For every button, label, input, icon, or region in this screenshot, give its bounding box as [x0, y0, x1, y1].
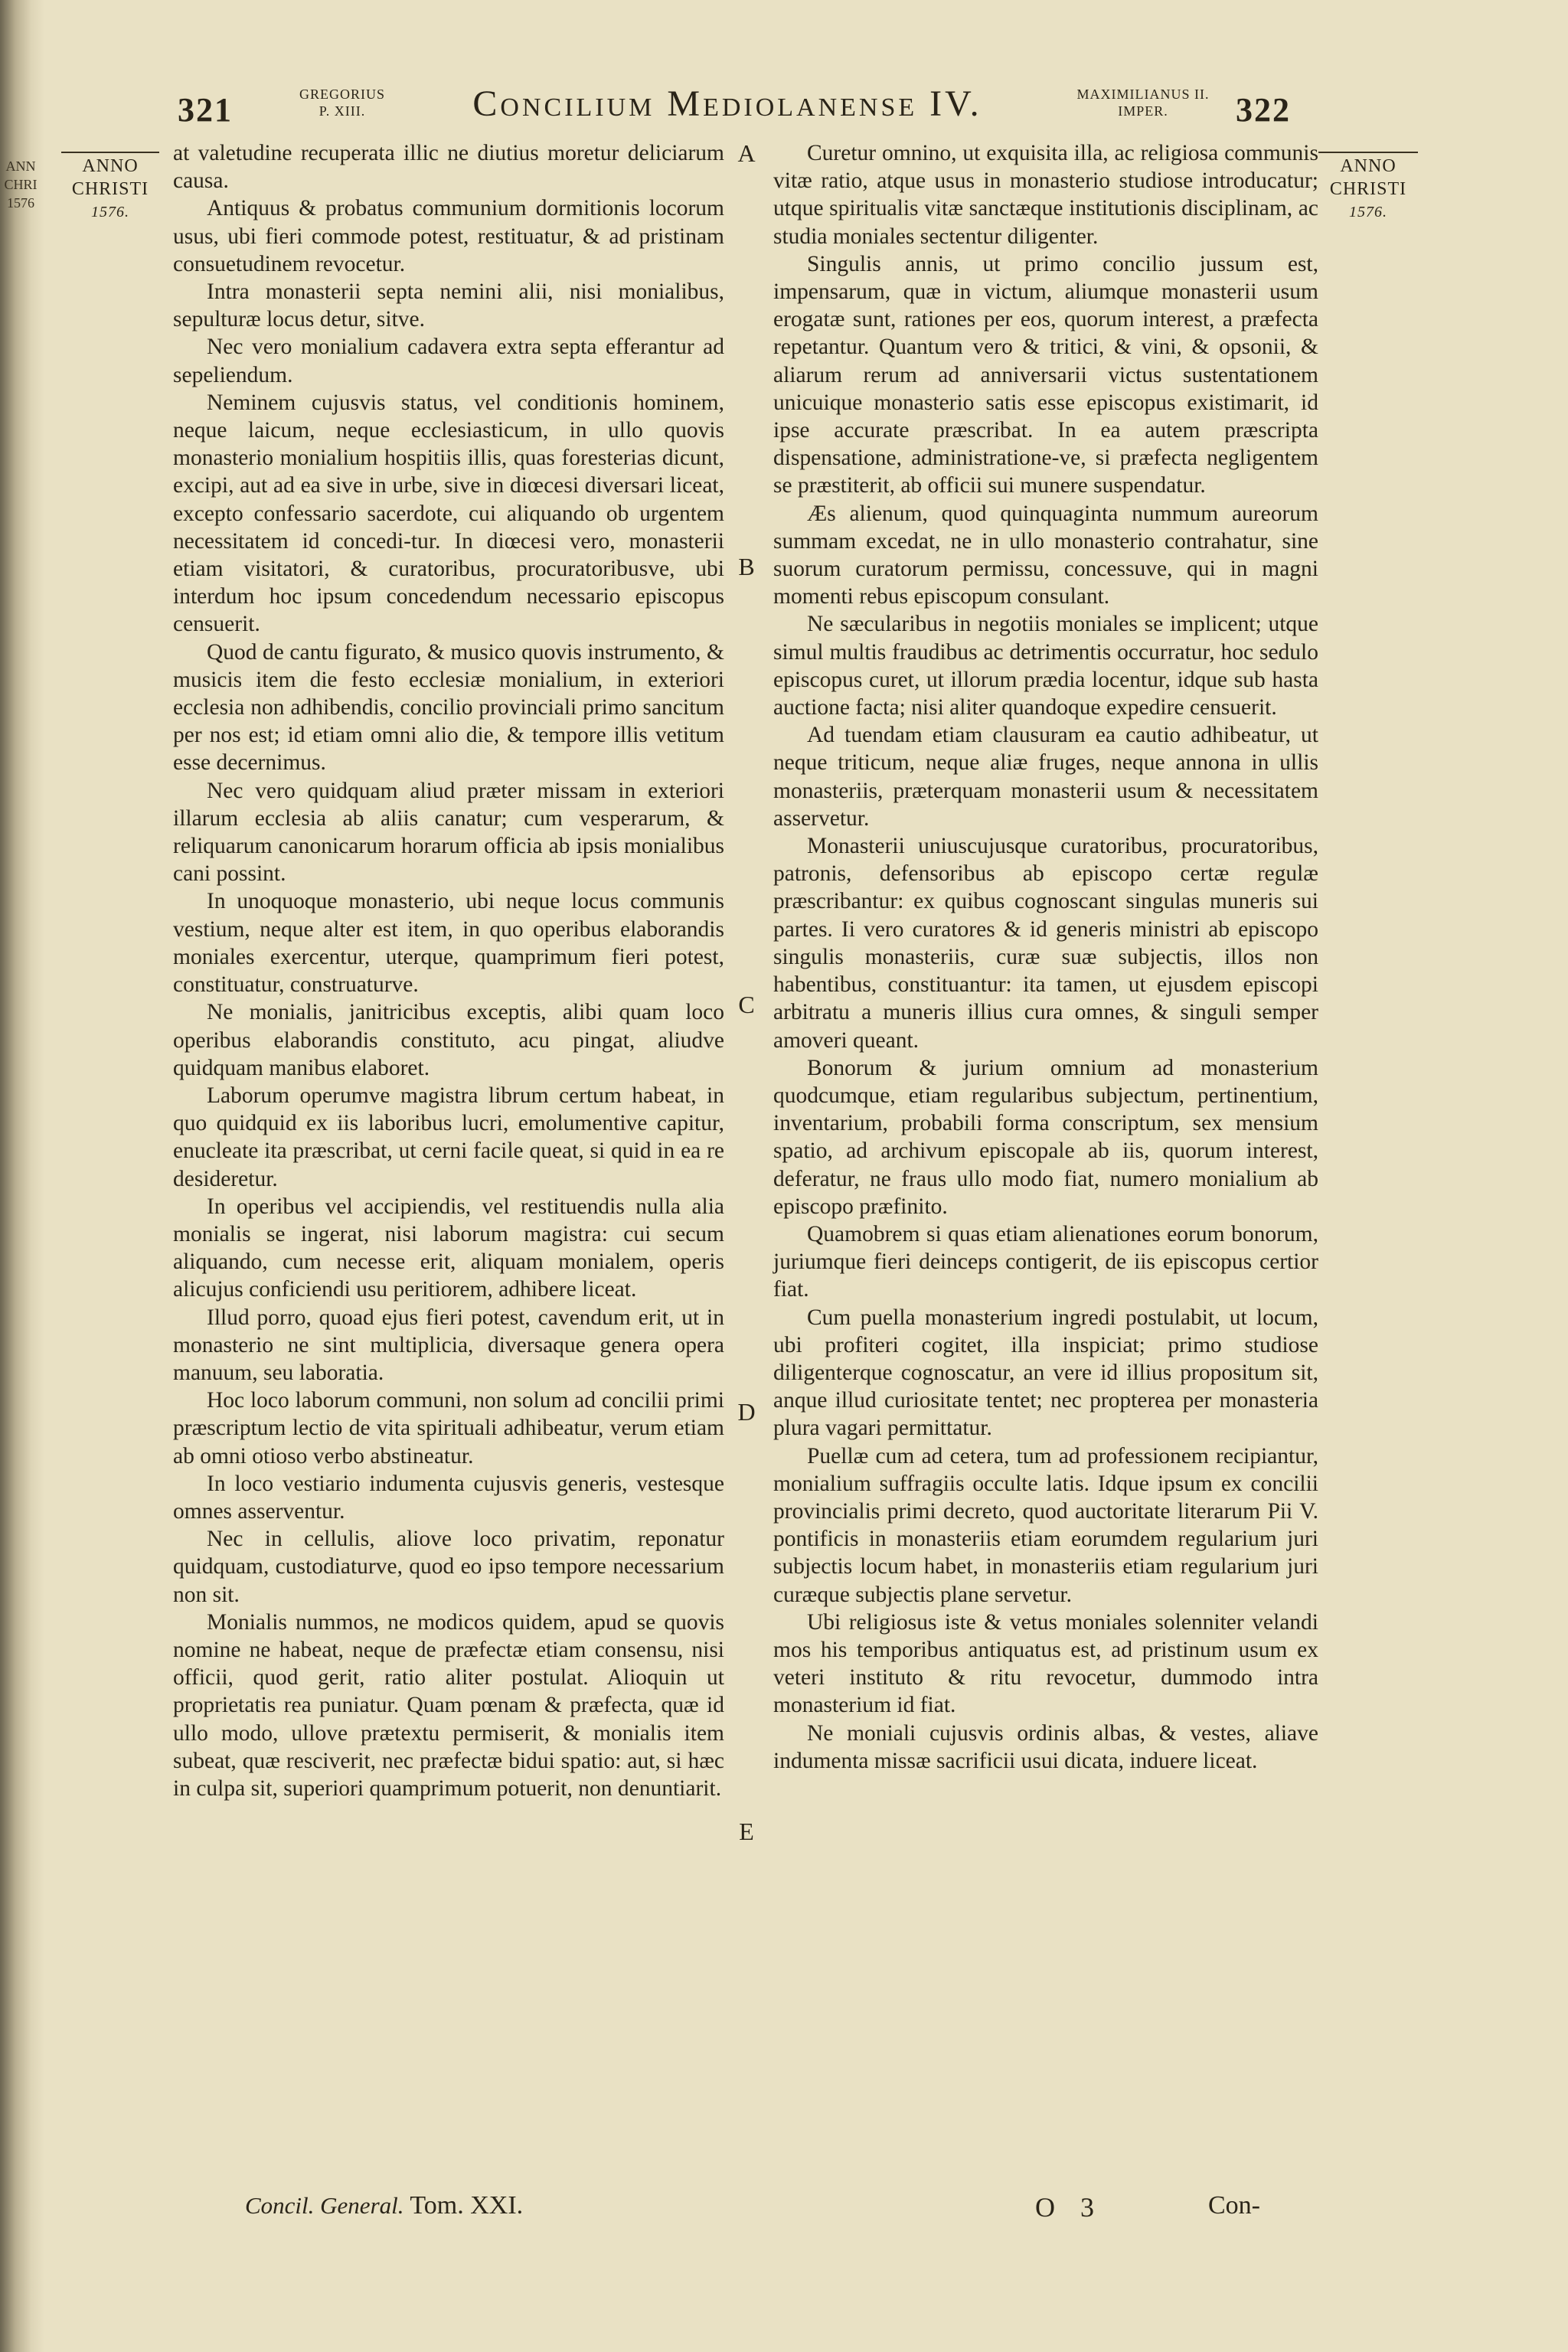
year-label: 1576. [1349, 204, 1387, 220]
paragraph: Bonorum & jurium omnium ad monasterium quodcumque, etiam regularibus subjectum, pertinentium, inventarium, probabili forma conscriptum, sex mensium spatio, ad archivum episcopale ab iis, quorum interest, deferatur, ne fraus ullo modo fiat, numero monialium ab episcopo præfinito. [773, 1055, 1318, 1219]
page-title: Concilium Mediolanense IV. [472, 83, 982, 124]
paragraph: Ubi religiosus iste & vetus moniales solenniter velandi mos his temporibus antiquatus est, ad pristinum usum ex veteri instituto & ritu revocetur, dummodo intra monasterium id fiat. [773, 1609, 1318, 1718]
right-page-number: 322 [1236, 91, 1291, 129]
left-margin-year-note [61, 152, 159, 224]
paragraph: Nec in cellulis, aliove loco privatim, reponatur quidquam, custodiaturve, quod eo ipso tempore necessarium non sit. [173, 1527, 724, 1607]
pope-sub: P. XIII. [318, 103, 366, 119]
paragraph: Antiquus & probatus communium dormitionis locorum usus, ubi fieri commode potest, restituatur, & ad pristinam consuetudinem revocetur. [173, 196, 724, 276]
christi-label: CHRISTI [1329, 179, 1407, 199]
paragraph: Ne sæcularibus in negotiis moniales se implicent; utque simul multis fraudibus ac detrimentis occurratur, hoc sedulo episcopus curet, ut illorum prædia locentur, idque sub hasta auctione facta; nisi aliter quandoque expedire censuerit. [773, 612, 1318, 720]
anno-label: ANNO [1340, 156, 1396, 176]
book-spine [0, 0, 44, 2352]
catchword: Con- [1208, 2191, 1260, 2220]
paragraph: In operibus vel accipiendis, vel restituendis nulla alia monialis se ingerat, nisi laborum magistra: cui secum aliquando, cum necesse erit, aliquam monialem, operis alicujus conficiendi usu peritiorem, adhibere liceat. [173, 1194, 724, 1302]
paragraph: Monialis nummos, ne modicos quidem, apud se quovis nomine ne habeat, neque de præfectæ etiam consensu, nisi officii, quod gerit, ratio aliter postulat. Alioquin ut proprietatis rea puniatur. Quam pœnam & præfecta, quæ id ullo modo, ullove prætextu permiserit, & monialis item subeat, quæ resciverit, nec præfectæ bidui spatio: aut, si hæc in culpa sit, superiori quamprimum potuerit, non denuntiarit. [173, 1609, 724, 1801]
paragraph: Nec vero monialium cadavera extra septa efferantur ad sepeliendum. [173, 335, 724, 387]
christi-label: CHRISTI [71, 179, 149, 199]
paragraph: Laborum operumve magistra librum certum habeat, in quo quidquid ex iis laboribus lucri, emolumentive capitur, enucleate ita præscribat, ut cerni facile queat, si quid in ea re desideretur. [173, 1083, 724, 1191]
volume-number: Tom. XXI. [410, 2191, 524, 2220]
volume-label: Concil. General. [245, 2192, 404, 2219]
left-text-column [173, 139, 724, 1802]
paragraph: at valetudine recuperata illic ne diutius moretur deliciarum causa. [173, 141, 724, 194]
printer-signature: O 3 [1035, 2192, 1103, 2223]
section-letter-a: A [737, 139, 756, 167]
paragraph: Æs alienum, quod quinquaginta nummum aureorum summam excedat, ne in ullo monasterio contrahatur, sine suorum curatorum permissu, concessuve, qui in magni momenti rebus episcopum consulant. [773, 501, 1318, 609]
paragraph: Singulis annis, ut primo concilio jussum est, impensarum, quæ in victum, aliumque monasterii usum erogatæ sunt, rationes per eos, quorum interest, a præfecta repetantur. Quantum vero & tritici, & vini, & opsonii, & aliarum rerum ad anniversarii victus sustentationem unicuique monasterio satis esse episcopus existimarit, id ipse accurate præscribat. In ea autem præscripta dispensatione, administratione-ve, si præfecta negligentem se præstiterit, ab officii sui munere suspendatur. [773, 251, 1318, 498]
pope-name: GREGORIUS [299, 87, 385, 102]
paragraph: Ne monialis, janitricibus exceptis, alibi quam loco operibus elaborandis constituto, acu pingat, aliudve quidquam manibus elaboret. [173, 1000, 724, 1080]
emperor-sub: IMPER. [1118, 103, 1168, 119]
right-margin-year-note [1318, 152, 1418, 224]
section-letters [731, 0, 762, 2352]
page-header [0, 0, 1568, 153]
paragraph: Ad tuendam etiam clausuram ea cautio adhibeatur, ut neque triticum, neque aliæ fruges, neque annona in ullis monasteriis, præterquam monasterii usum & necessitatem asservetur. [773, 723, 1318, 831]
paragraph: Cum puella monasterium ingredi postulabit, ut locum, ubi profiteri cogitet, illa inspiciat; primo studiose diligenterque cognoscatur, an vere id illius propositum sit, anque illud curiositate tentet; nec propterea per monasteria plura vagari permittatur. [773, 1305, 1318, 1441]
section-letter-d: D [737, 1398, 756, 1426]
year-label: 1576. [91, 204, 129, 220]
paragraph: Quod de cantu figurato, & musico quovis instrumento, & musicis item die festo ecclesiæ monialium, in exteriori ecclesia non adhibendis, concilio provinciali primo sancitum per nos est; id etiam omni alio die, & tempore illis vetitum esse decernimus. [173, 639, 724, 776]
paragraph: Monasterii uniuscujusque curatoribus, procuratoribus, patronis, defensoribus ab episcopo certæ regulæ præscribantur: ex quibus cognoscant singulas muneris sui partes. Ii vero curatores & id generis ministri ab episcopo singulis monasteriis, curæ suæ subjectis, illos non habentibus, constituantur: ita tamen, ut ejusdem episcopi arbitratu a muneris illius cura omnes, & singuli semper amoveri queant. [773, 834, 1318, 1053]
section-letter-c: C [738, 991, 755, 1018]
paragraph: Nec vero quidquam aliud præter missam in exteriori illarum ecclesia ab aliis canatur; cum vesperarum, & reliquarum canonicarum horarum officia ab ipsis monialibus cani possint. [173, 778, 724, 887]
paragraph: Intra monasterii septa nemini alii, nisi monialibus, sepulturæ locus detur, sitve. [173, 279, 724, 332]
left-running-head [285, 86, 400, 119]
volume-footer [245, 2191, 523, 2220]
paragraph: Hoc loco laborum communi, non solum ad concilii primi præscriptum lectio de vita spirituali adhibeatur, verum etiam ab omni otioso verbo abstineatur. [173, 1388, 724, 1468]
paragraph: Neminem cujusvis status, vel conditionis hominem, neque laicum, neque ecclesiasticum, in ullo quovis monasterio monialium hospitiis illis, quas foresterias dicunt, excipi, aut ad ea sive in urbe, sive in diœcesi diversari liceat, excepto confessario sacerdote, cui aliquando ob urgentem necessitatem id concedi-tur. In diœcesi vero, monasterii etiam visitatori, & curatoribus, procuratoribusve, ubi interdum hoc ipsum concedendum necessario episcopus censuerit. [173, 390, 724, 637]
paragraph: Puellæ cum ad cetera, tum ad professionem recipiantur, monialium suffragiis occulte latis. Idque ipsum ex concilii provincialis primi decreto, quod auctoritate literarum Pii V. pontificis in monasteriis etiam eorumdem regularium juri subjectis locum habet, in monasteriis etiam regularium juri curæque subjectis plane servetur. [773, 1443, 1318, 1607]
section-letter-b: B [738, 553, 755, 580]
paragraph: In loco vestiario indumenta cujusvis generis, vestesque omnes asserventur. [173, 1471, 724, 1524]
emperor-name: MAXIMILIANUS II. [1076, 87, 1210, 102]
paragraph: Quamobrem si quas etiam alienationes eorum bonorum, juriumque fieri deinceps contigerit, de iis episcopus certior fiat. [773, 1221, 1318, 1302]
paragraph: Illud porro, quoad ejus fieri potest, cavendum erit, ut in monasterio ne sint multiplicia, diversaque genera opera manuum, seu laboratia. [173, 1305, 724, 1385]
spine-margin-note: ANN CHRI 1576 [4, 158, 38, 211]
section-letter-e: E [739, 1818, 754, 1845]
paragraph: Curetur omnino, ut exquisita illa, ac religiosa communis vitæ ratio, atque usus in monasterio studiose introducatur; utque spiritualis vitæ sanctæque institutionis disciplinam, ac studia moniales sectentur diligenter. [773, 141, 1318, 249]
anno-label: ANNO [82, 156, 139, 176]
right-running-head [1063, 86, 1223, 119]
paragraph: Ne moniali cujusvis ordinis albas, & vestes, aliave indumenta missæ sacrificii usui dicata, induere liceat. [773, 1720, 1318, 1773]
left-page-number: 321 [178, 91, 233, 129]
paragraph: In unoquoque monasterio, ubi neque locus communis vestium, neque alter est item, in quo operibus elaborandis moniales exercentur, uterque, quamprimum fieri potest, constituatur, construaturve. [173, 889, 724, 998]
right-text-column [773, 139, 1318, 1775]
